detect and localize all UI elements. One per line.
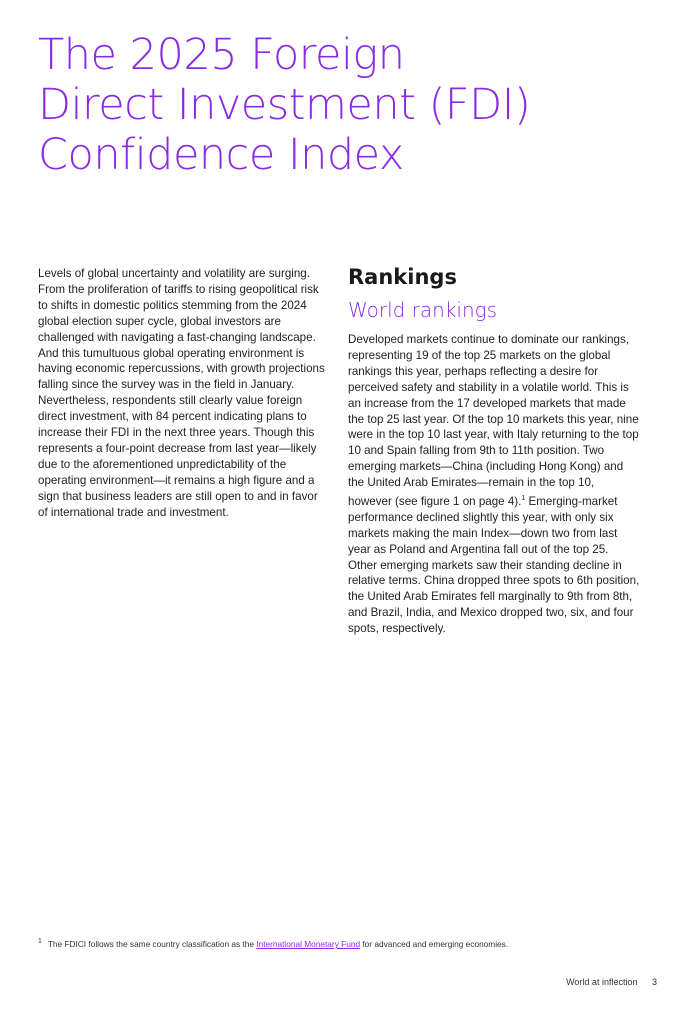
footnote-text-before: The FDICI follows the same country classification as the	[47, 938, 257, 949]
page-title	[38, 30, 658, 180]
page-title-line-2: Direct Investment (FDI)	[38, 80, 531, 130]
world-rankings-subheading: World rankings	[348, 298, 498, 322]
footnote-reference[interactable]: 1	[521, 495, 526, 503]
page-footer	[566, 976, 657, 988]
footer-section-label: World at inflection	[566, 977, 638, 987]
footnote	[38, 936, 658, 950]
rankings-heading: Rankings	[348, 265, 457, 289]
footnote-mark: 1	[38, 938, 42, 945]
footnote-text-after: for advanced and emerging economies.	[360, 938, 509, 949]
intro-paragraph: Levels of global uncertainty and volatility are surging. From the proliferation of tariffs to rising geopolitical risk to shifts in domestic politics stemming from the 2024 global election super cycle, global investors are challenged with navigating a fast-changing landscape. And this tumultuous global operating environment is having economic repercussions, with growth projections falling since the survey was in the field in January. Nevertheless, respondents still clearly value foreign direct investment, with 84 percent indicating plans to increase their FDI in the next three years. Though this represents a four-point decrease from last year—likely due to the aforementioned unpredictability of the operating environment—it remains a high figure and a sign that business leaders are still open to and in favor of international trade and investment.	[38, 267, 325, 519]
page-title-line-3: Confidence Index	[38, 130, 404, 180]
rankings-section	[348, 262, 640, 637]
imf-link[interactable]: International Monetary Fund	[256, 938, 361, 949]
world-rankings-text-part-1: Developed markets continue to dominate our rankings, representing 19 of the top 25 markets on the global rankings this year, perhaps reflecting a desire for perceived safety and stability in a volatile world. This is an increase from the 17 developed markets that made the top 25 last year. Of the top 10 markets this year, nine were in the top 10 last year, with Italy returning to the top 10 and Spain falling from 9th to 11th position. Two emerging markets—China (including Hong Kong) and the United Arab Emirates—remain in the top 10, however (see figure 1 on page 4).	[348, 333, 639, 508]
page-number: 3	[651, 977, 657, 987]
world-rankings-paragraph	[348, 332, 640, 637]
world-rankings-text-part-2: Emerging-market performance declined slightly this year, with only six markets making the main Index—down two from last year as Poland and Argentina fall out of the top 25. Other emerging markets saw their standing decline in relative terms. China dropped three spots to 6th position, the United Arab Emirates fell marginally to 9th from 8th, and Brazil, India, and Mexico dropped two, six, and four spots, respectively.	[348, 494, 640, 636]
page-title-line-1: The 2025 Foreign	[38, 30, 405, 80]
